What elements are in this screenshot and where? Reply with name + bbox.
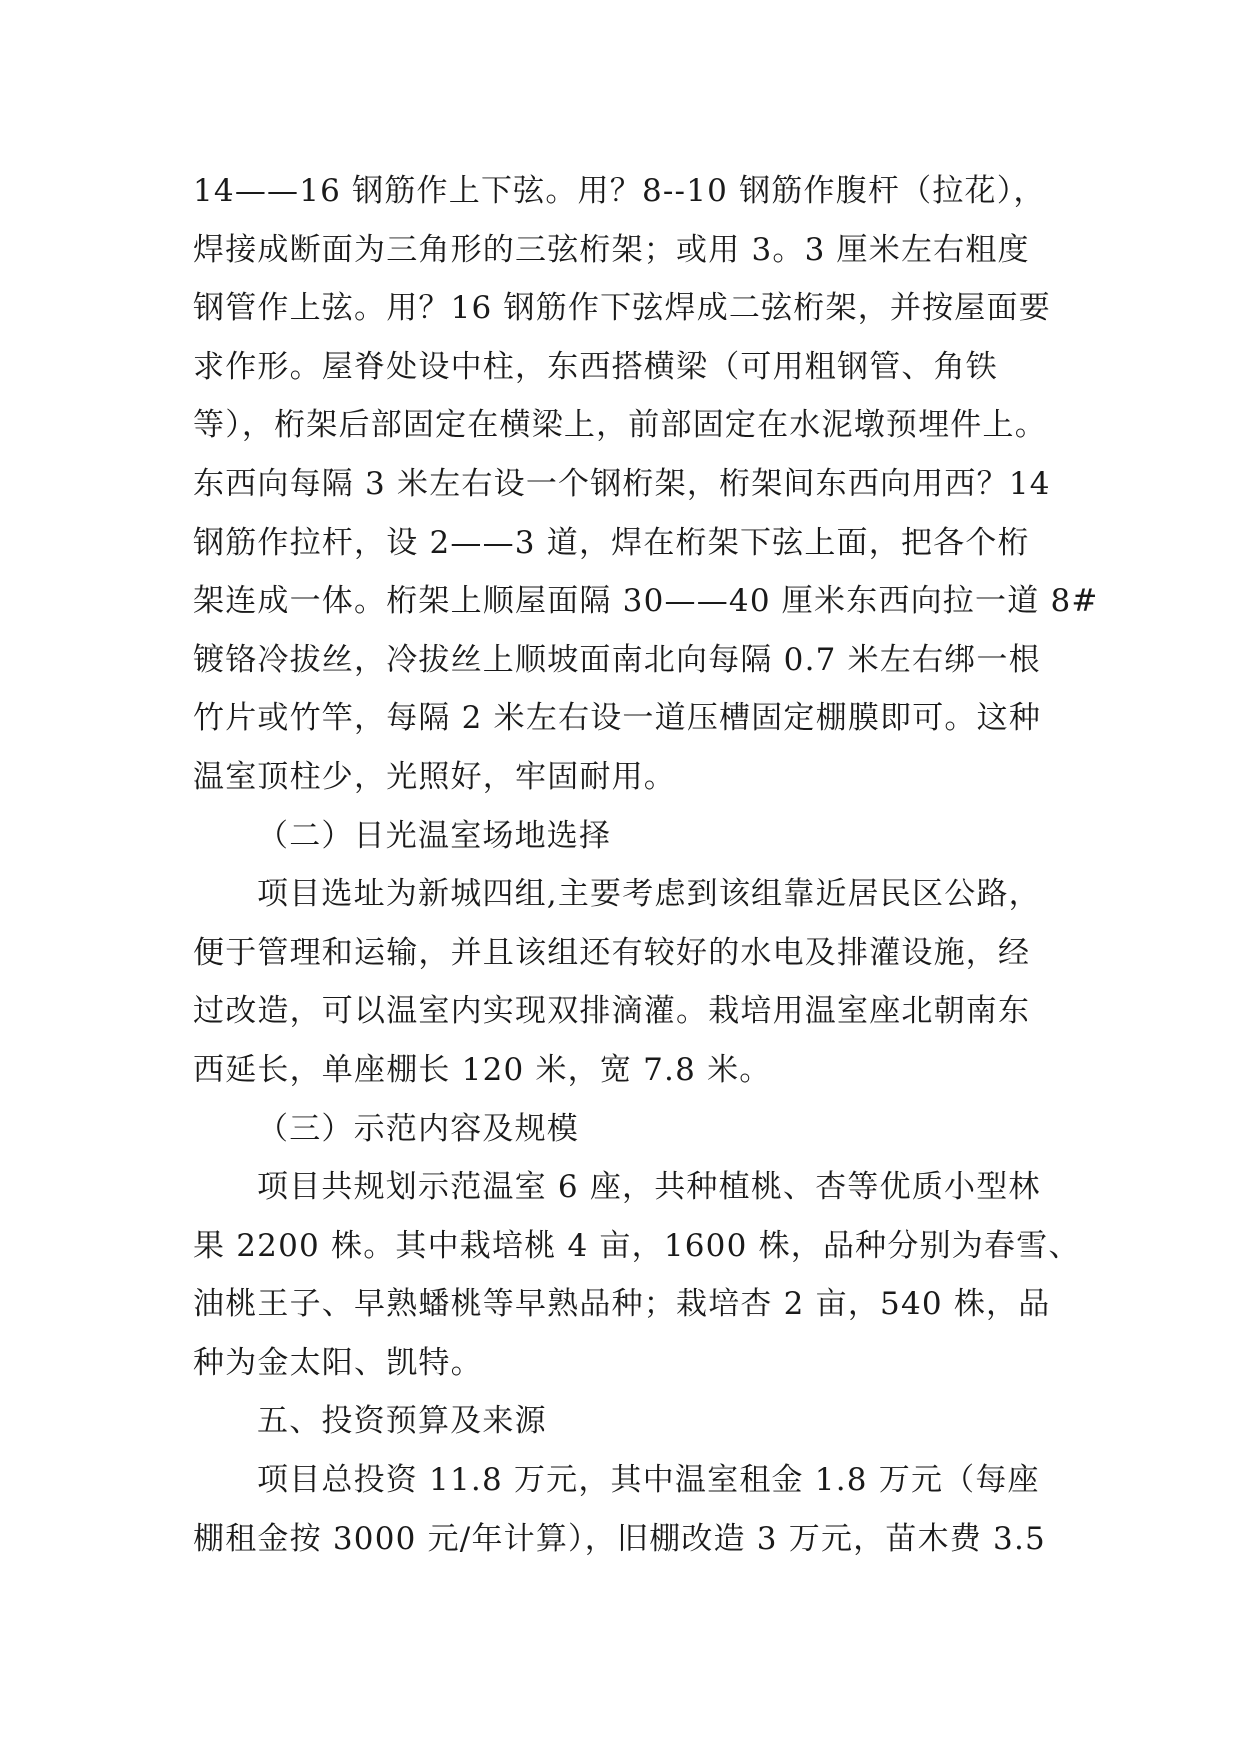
text-line: 求作形。屋脊处设中柱，东西搭横梁（可用粗钢管、角铁 bbox=[193, 348, 998, 385]
section-heading-demo-scale bbox=[193, 1100, 1055, 1159]
section-heading-site-selection bbox=[193, 807, 1055, 866]
text-line: 钢管作上弦。用？16 钢筋作下弦焊成二弦桁架，并按屋面要 bbox=[193, 290, 1051, 327]
text-line: 竹片或竹竿，每隔 2 米左右设一道压槽固定棚膜即可。这种 bbox=[193, 700, 1042, 737]
paragraph-demo-scale bbox=[193, 1158, 1081, 1392]
heading-text: 五、投资预算及来源 bbox=[257, 1403, 547, 1440]
text-line: 种为金太阳、凯特。 bbox=[193, 1344, 483, 1381]
text-line: 架连成一体。桁架上顺屋面隔 30——40 厘米东西向拉一道 8# bbox=[193, 583, 1099, 620]
text-line: 油桃王子、早熟蟠桃等早熟品种；栽培杏 2 亩，540 株，品 bbox=[193, 1286, 1051, 1323]
heading-text: （三）示范内容及规模 bbox=[257, 1110, 579, 1147]
paragraph-truss-structure bbox=[193, 162, 1099, 807]
text-line: 项目选址为新城四组,主要考虑到该组靠近居民区公路， bbox=[257, 876, 1041, 913]
text-line: 温室顶柱少，光照好，牢固耐用。 bbox=[193, 758, 676, 795]
document-body bbox=[193, 162, 1099, 1568]
text-line: 项目总投资 11.8 万元，其中温室租金 1.8 万元（每座 bbox=[257, 1462, 1040, 1499]
text-line: 钢筋作拉杆，设 2——3 道，焊在桁架下弦上面，把各个桁 bbox=[193, 524, 1030, 561]
text-line: 便于管理和运输，并且该组还有较好的水电及排灌设施，经 bbox=[193, 934, 1031, 971]
text-line: 等），桁架后部固定在横梁上，前部固定在水泥墩预埋件上。 bbox=[193, 407, 1047, 444]
paragraph-investment bbox=[193, 1451, 1055, 1568]
text-line: 棚租金按 3000 元/年计算），旧棚改造 3 万元，苗木费 3.5 bbox=[193, 1520, 1046, 1557]
paragraph-site-selection bbox=[193, 865, 1055, 1099]
text-line: 西延长，单座棚长 120 米，宽 7.8 米。 bbox=[193, 1051, 772, 1088]
text-line: 镀铬冷拔丝，冷拔丝上顺坡面南北向每隔 0.7 米左右绑一根 bbox=[193, 641, 1041, 678]
text-line: 焊接成断面为三角形的三弦桁架；或用 3。3 厘米左右粗度 bbox=[193, 231, 1030, 268]
section-heading-investment bbox=[193, 1392, 1055, 1451]
heading-text: （二）日光温室场地选择 bbox=[257, 817, 612, 854]
text-line: 14——16 钢筋作上下弦。用？8--10 钢筋作腹杆（拉花）， bbox=[193, 173, 1046, 209]
text-line: 项目共规划示范温室 6 座，共种植桃、杏等优质小型林 bbox=[257, 1169, 1041, 1206]
text-line: 果 2200 株。其中栽培桃 4 亩，1600 株，品种分别为春雪、 bbox=[193, 1227, 1081, 1264]
text-line: 过改造，可以温室内实现双排滴灌。栽培用温室座北朝南东 bbox=[193, 993, 1031, 1030]
text-line: 东西向每隔 3 米左右设一个钢桁架，桁架间东西向用西？14 bbox=[193, 465, 1051, 502]
